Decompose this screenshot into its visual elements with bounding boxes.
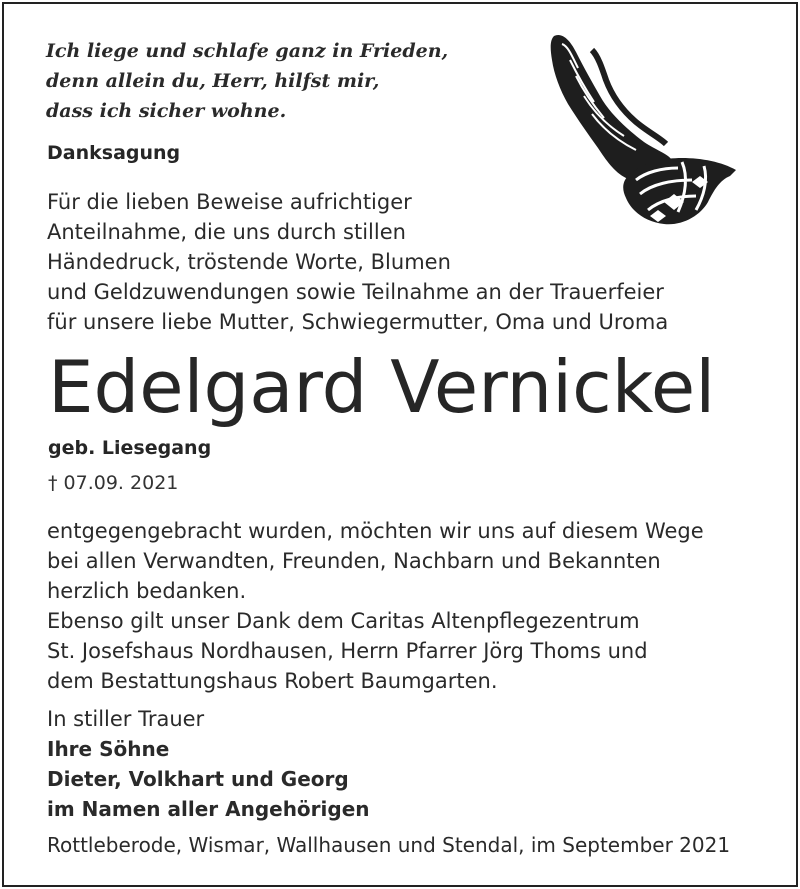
body-line: herzlich bedanken.	[47, 579, 247, 603]
obituary-notice	[2, 2, 798, 887]
verse-line: denn allein du, Herr, hilfst mir,	[46, 70, 380, 92]
body-line: St. Josefshaus Nordhausen, Herrn Pfarrer Jörg Thoms und	[47, 639, 648, 663]
intro-line: Händedruck, tröstende Worte, Blumen	[47, 250, 451, 274]
signoff-intro: In stiller Trauer	[47, 707, 205, 731]
signoff-line: Ihre Söhne	[47, 737, 170, 761]
intro-line: und Geldzuwendungen sowie Teilnahme an der Trauerfeier	[47, 280, 664, 304]
signoff	[47, 704, 370, 824]
body-line: bei allen Verwandten, Freunden, Nachbarn und Bekannten	[47, 549, 661, 573]
place-date: Rottleberode, Wismar, Wallhausen und Stendal, im September 2021	[47, 833, 731, 857]
deceased-name: Edelgard Vernickel	[48, 345, 716, 429]
signoff-line: im Namen aller Angehörigen	[47, 797, 370, 821]
body-text	[47, 516, 704, 696]
intro-text	[47, 187, 668, 337]
verse	[46, 36, 448, 126]
heading: Danksagung	[47, 142, 181, 164]
verse-line: Ich liege und schlafe ganz in Frieden,	[46, 40, 449, 62]
intro-line: Für die lieben Beweise aufrichtiger	[47, 190, 412, 214]
body-line: Ebenso gilt unser Dank dem Caritas Altenpflegezentrum	[47, 609, 640, 633]
body-line: entgegengebracht wurden, möchten wir uns auf diesem Wege	[47, 519, 704, 543]
verse-line: dass ich sicher wohne.	[46, 100, 287, 122]
intro-line: Anteilnahme, die uns durch stillen	[47, 220, 406, 244]
signoff-line: Dieter, Volkhart und Georg	[47, 767, 349, 791]
death-date: † 07.09. 2021	[48, 472, 179, 494]
maiden-name: geb. Liesegang	[48, 437, 212, 459]
intro-line: für unsere liebe Mutter, Schwiegermutter, Oma und Uroma	[47, 310, 669, 334]
body-line: dem Bestattungshaus Robert Baumgarten.	[47, 669, 498, 693]
